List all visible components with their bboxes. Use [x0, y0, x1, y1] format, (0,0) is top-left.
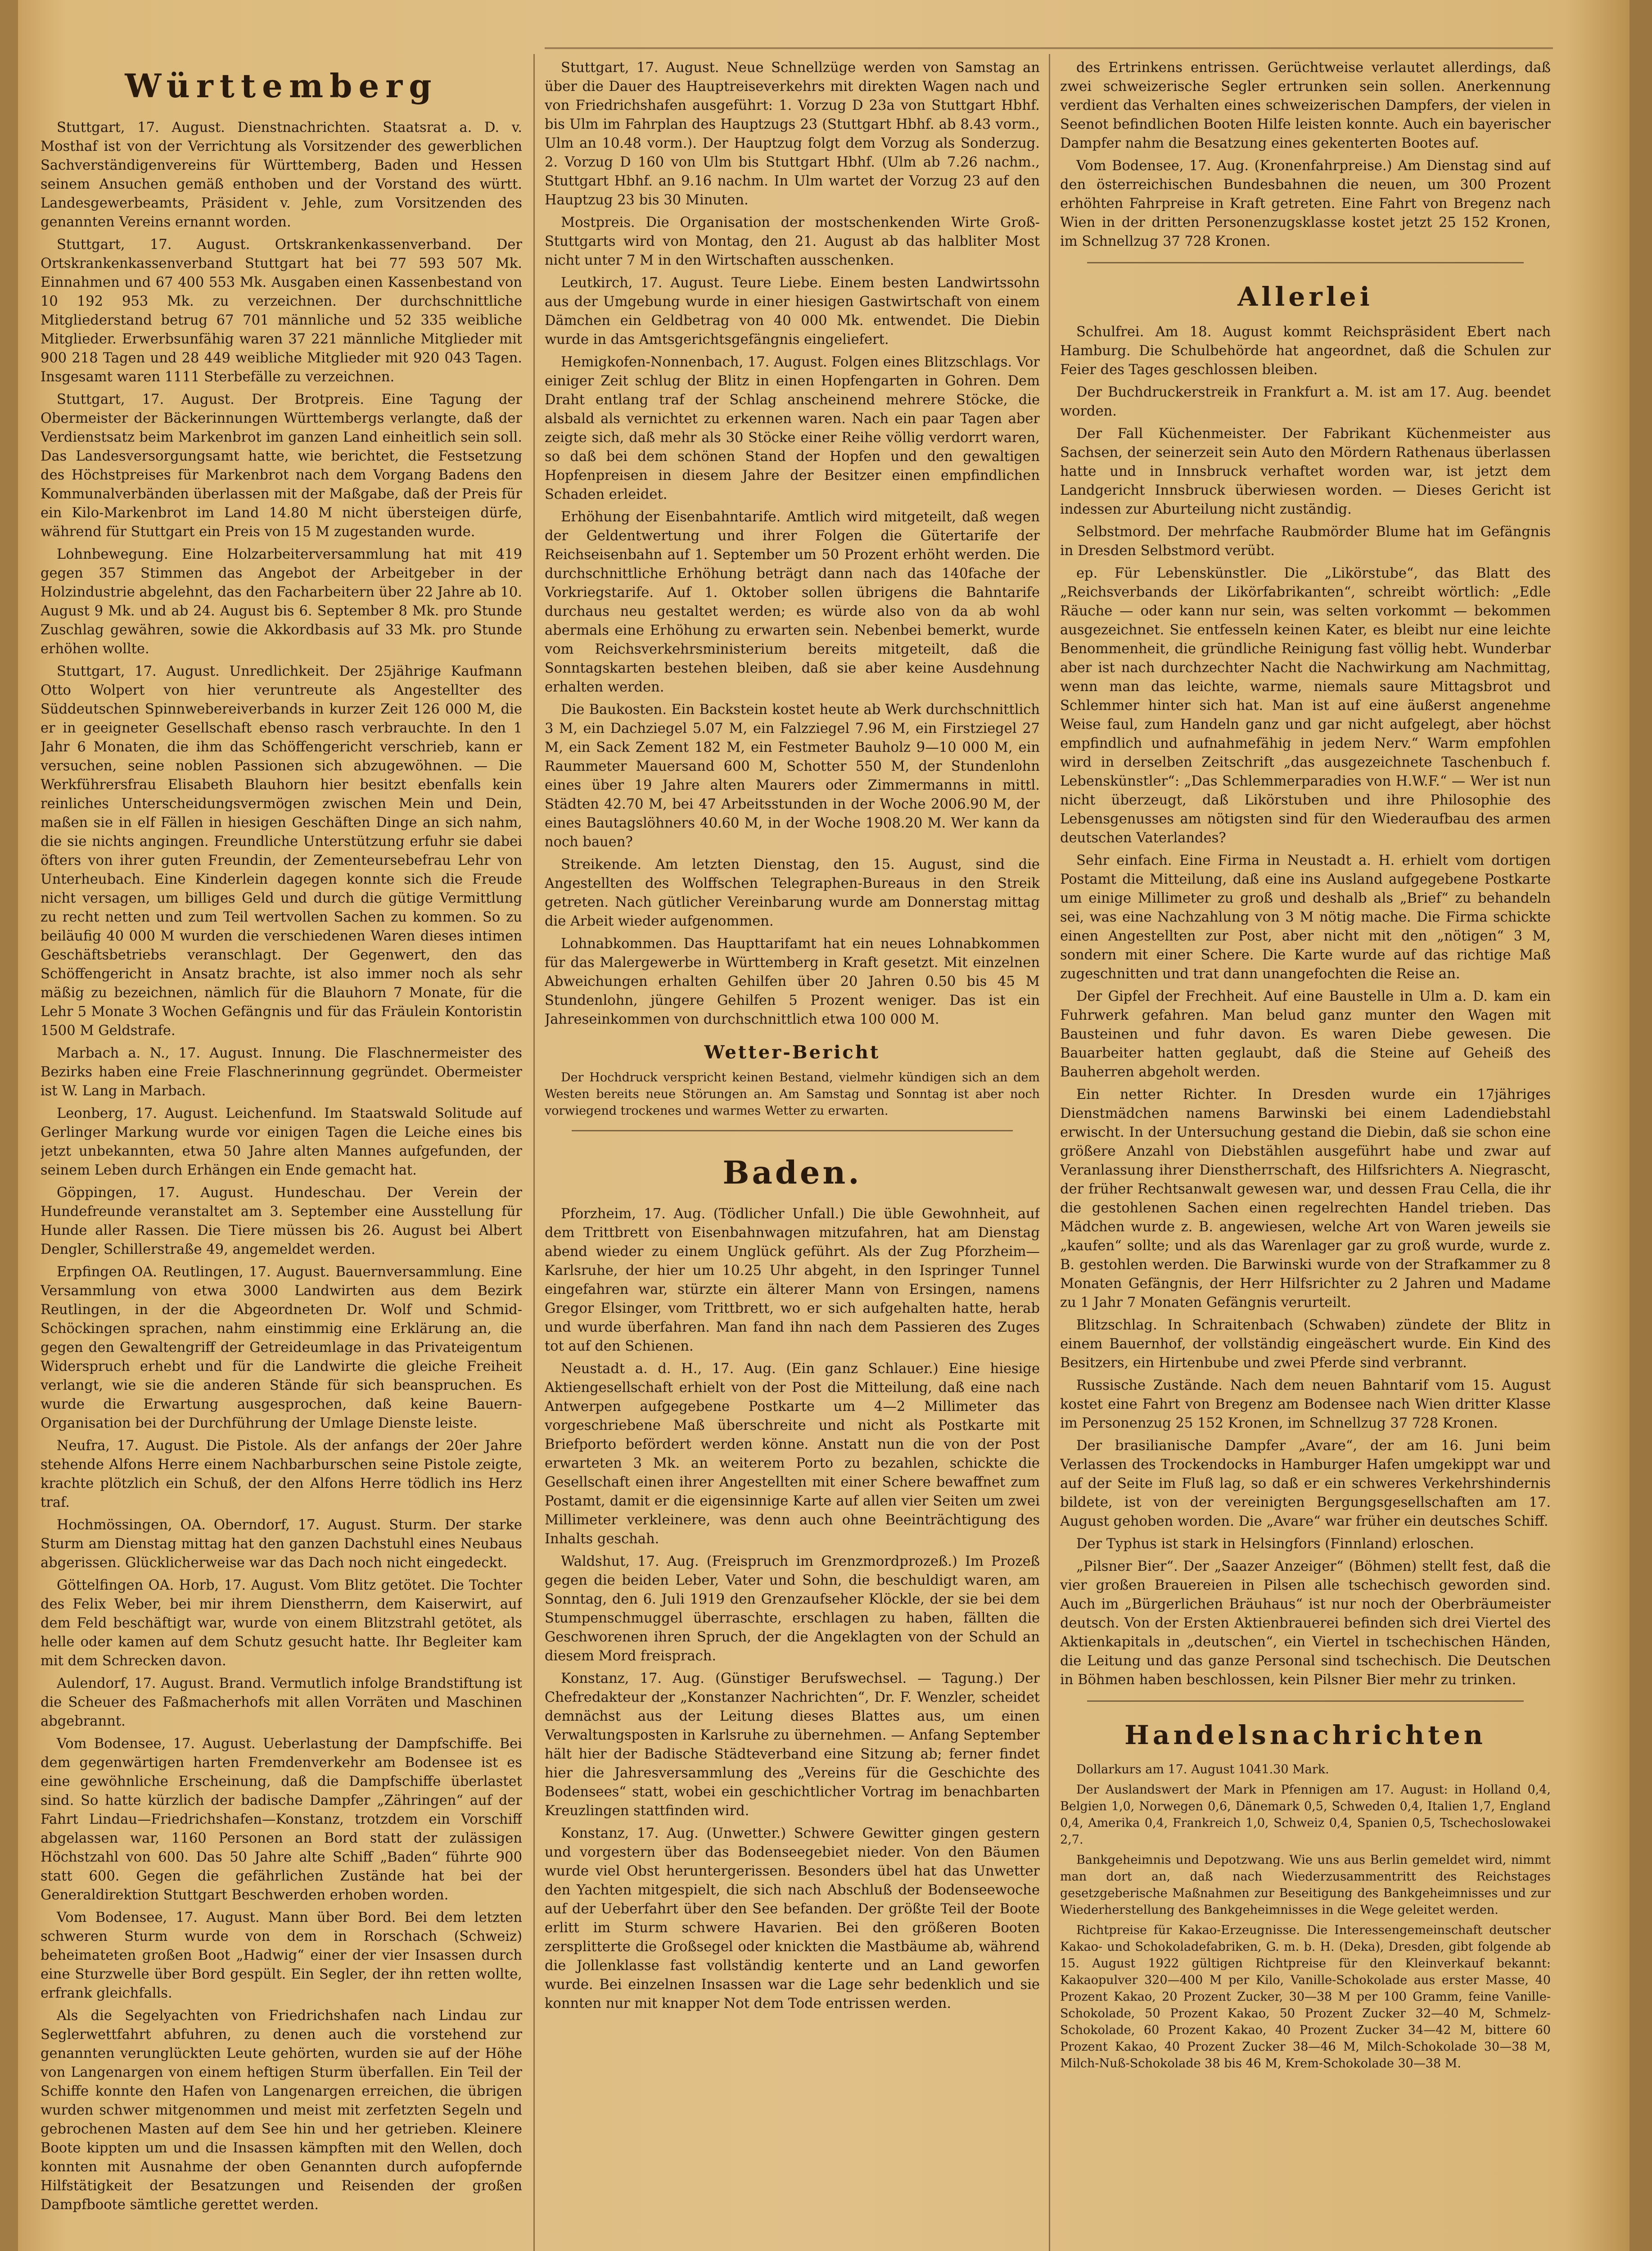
- news-article: Vom Bodensee, 17. Aug. (Kronenfahrpreise.) Am Dienstag sind auf den österreichischen Bundesbahnen die neuen, um 300 Prozent erhöhten Fahrpreise in Kraft getreten. Eine Fahrt von Bregenz nach Wien in der dritten Personenzugsklasse kostet jetzt 25 152 Kronen, im Schnellzug 37 728 Kronen.: [1060, 158, 1551, 249]
- article-list: [1060, 59, 1551, 251]
- news-article: Pforzheim, 17. Aug. (Tödlicher Unfall.) Die üble Gewohnheit, auf dem Trittbrett von Eisenbahnwagen mitzufahren, hat am Dienstag abend wieder zu einem Unglück geführt. Als der Zug Pforzheim—Karlsruhe, der hier um 10.25 Uhr abgeht, in den Ispringer Tunnel eingefahren war, stürzte ein älterer Mann von Ersingen, namens Gregor Elsinger, vom Trittbrett, wo er sich aufgehalten hatte, herab und wurde überfahren. Man fand ihn nach dem Passieren des Zuges tot auf den Schienen.: [545, 1206, 1040, 1354]
- news-article: ep. Für Lebenskünstler. Die „Likörstube“, das Blatt des „Reichsverbands der Likörfabrikanten“, schreibt wörtlich: „Edle Räuche — oder kann nur sein, was selten vorkommt — bekommen ausgezeichnet. Sie entfesseln keinen Kater, es bleibt nur eine leichte Benommenheit, die gründliche Reinigung fast völlig hebt. Wunderbar aber ist nach durchzechter Nacht die Nachwirkung am Nachmittag, wenn man das leichte, warme, niemals saure Mittagsbrot und Schlemmer hinter sich hat. Man ist auf eine äußerst angenehme Weise faul, zum Handeln ganz und gar nicht aufgelegt, aber höchst empfindlich und aufnahmefähig in jedem Nerv.“ Warm empfohlen wird in derselben Zeitschrift „das ausgezeichnete Taschenbuch f. Lebenskünstler“: „Das Schlemmerparadies von H.W.F.“ — Wer ist nun nicht überzeugt, daß Likörstuben und ihre Philosophie des Lebensgenusses am nötigsten sind für den Wiederaufbau des armen deutschen Vaterlandes?: [1060, 565, 1551, 846]
- news-article: Bankgeheimnis und Depotzwang. Wie uns aus Berlin gemeldet wird, nimmt man dort an, daß nach Wiederzusammentritt des Reichstages gesetzgeberische Maßnahmen zur Beseitigung des Bankgeheimnisses und zur Wiederherstellung des Bankgeheimnisses in die Wege geleitet werden.: [1060, 1853, 1551, 1917]
- news-article: „Pilsner Bier“. Der „Saazer Anzeiger“ (Böhmen) stellt fest, daß die vier großen Brauereien in Pilsen alle tschechisch geworden sind. Auch im „Bürgerlichen Bräuhaus“ ist nur noch der Oberbräumeister deutsch. Von der Ersten Aktienbrauerei befinden sich drei Viertel des Aktienkapitals in „deutschen“, ein Viertel in tschechischen Händen, die Leitung und das ganze Personal sind tschechisch. Die Deutschen in Böhmen haben beschlossen, kein Pilsner Bier mehr zu trinken.: [1060, 1559, 1551, 1688]
- news-article: Selbstmord. Der mehrfache Raubmörder Blume hat im Gefängnis in Dresden Selbstmord verübt.: [1060, 524, 1551, 559]
- section-title-allerlei: Allerlei: [1237, 281, 1373, 312]
- divider: [572, 1130, 1013, 1131]
- news-article: Leutkirch, 17. August. Teure Liebe. Einem besten Landwirtssohn aus der Umgebung wurde in einer hiesigen Gastwirtschaft von einem Dämchen ein Geldbetrag von 40 000 Mk. entwendet. Die Diebin wurde in das Amtsgerichtsgefängnis eingeliefert.: [545, 275, 1040, 348]
- news-article: Lohnabkommen. Das Haupttarifamt hat ein neues Lohnabkommen für das Malergewerbe in Württemberg in Kraft gesetzt. Mit einzelnen Abweichungen erhalten Gehilfen über 20 Jahren 0.50 bis 45 M Stundenlohn, jüngere Gehilfen 5 Prozent weniger. Das ist ein Jahreseinkommen von durchschnittlich etwa 100 000 M.: [545, 936, 1040, 1027]
- column-wuerttemberg: [41, 59, 522, 2251]
- section-title-baden: Baden.: [722, 1154, 862, 1191]
- article-list: [41, 118, 522, 2215]
- news-article: Hochmössingen, OA. Oberndorf, 17. August. Sturm. Der starke Sturm am Dienstag mittag hat den ganzen Dachstuhl eines Neubaus abgerissen. Glücklicherweise war das Dach noch nicht eingedeckt.: [41, 1517, 522, 1571]
- news-article: Konstanz, 17. Aug. (Günstiger Berufswechsel. — Tagung.) Der Chefredakteur der „Konstanzer Nachrichten“, Dr. F. Wenzler, scheidet demnächst aus der Leitung dieses Blattes aus, um einen Verwaltungsposten in Karlsruhe zu übernehmen. — Anfang September hält hier der Badische Städteverband eine Sitzung ab; ferner findet hier die Jahresversammlung des „Vereins für die Geschichte des Bodensees“ statt, wobei ein geschichtlicher Vortrag im benachbarten Kreuzlingen stattfinden wird.: [545, 1671, 1040, 1819]
- news-article: Schulfrei. Am 18. August kommt Reichspräsident Ebert nach Hamburg. Die Schulbehörde hat angeordnet, daß die Schulen zur Feier des Tages geschlossen bleiben.: [1060, 324, 1551, 378]
- news-article: Sehr einfach. Eine Firma in Neustadt a. H. erhielt vom dortigen Postamt die Mitteilung, daß eine ins Ausland aufgegebene Postkarte um einige Millimeter zu groß und deshalb als „Brief“ zu behandeln sei, was eine Nachzahlung von 3 M nötig mache. Die Firma schickte einen Angestellten zur Post, aber nicht mit den „nötigen“ 3 M, sondern mit einer Schere. Die Karte wurde auf das richtige Maß zugeschnitten und trat dann unangefochten die Reise an.: [1060, 853, 1551, 982]
- news-article: Neufra, 17. August. Die Pistole. Als der anfangs der 20er Jahre stehende Alfons Herre einem Nachbarburschen seine Pistole zeigte, krachte plötzlich ein Schuß, der den Alfons Herre tödlich ins Herz traf.: [41, 1438, 522, 1510]
- news-article: Göppingen, 17. August. Hundeschau. Der Verein der Hundefreunde veranstaltet am 3. September eine Ausstellung für Hunde aller Rassen. Die Tiere müssen bis 26. August bei Albert Dengler, Schillerstraße 49, angemeldet werden.: [41, 1185, 522, 1257]
- news-article: Göttelfingen OA. Horb, 17. August. Vom Blitz getötet. Die Tochter des Felix Weber, bei mir ihrem Dienstherrn, dem Kaiserwirt, auf dem Feld beschäftigt war, wurde von einem Blitzstrahl getötet, als helle oder kamen auf dem Schutz gesucht hatte. Ihr Begleiter kam mit dem Schrecken davon.: [41, 1578, 522, 1669]
- news-article: Waldshut, 17. Aug. (Freispruch im Grenzmordprozeß.) Im Prozeß gegen die beiden Leber, Vater und Sohn, die beschuldigt waren, am Sonntag, den 6. Juli 1919 den Grenzaufseher Klöckle, der sie bei dem Stumpenschmuggel überraschte, erschlagen zu haben, fällten die Geschworenen ihren Spruch, der die Angeklagten von der Schuld an diesem Mord freisprach.: [545, 1554, 1040, 1664]
- news-article: Der Auslandswert der Mark in Pfennigen am 17. August: in Holland 0,4, Belgien 1,0, Norwegen 0,6, Dänemark 0,5, Schweden 0,4, Italien 1,7, England 0,4, Amerika 0,4, Frankreich 1,0, Schweiz 0,4, Spanien 0,5, Tschechoslowakei 2,7.: [1060, 1783, 1551, 1847]
- section-title-wuerttemberg: Württemberg: [125, 67, 438, 105]
- news-article: Mostpreis. Die Organisation der mostschenkenden Wirte Groß-Stuttgarts wird von Montag, den 21. August ab das halbliter Most nicht unter 7 M in den Wirtschaften ausschenken.: [545, 215, 1040, 268]
- news-article: Als die Segelyachten von Friedrichshafen nach Lindau zur Seglerwettfahrt abfuhren, zu denen auch die vorstehend zur genannten verunglückten Leute gehörten, wurden sie auf der Höhe von Langenargen von einem heftigen Sturm überfallen. Ein Teil der Schiffe konnte den Hafen von Langenargen erreichen, die übrigen wurden schwer mitgenommen und meist mit zerfetzten Segeln und gebrochenen Masten auf dem See hin und her getrieben. Kleinere Boote kippten um und die Insassen kämpften mit den Wellen, doch konnten mit Ausnahme der oben Genannten durch aufopfernde Hilfstätigkeit der Besatzungen und Reisenden der großen Dampfboote sämtliche gerettet werden.: [41, 2008, 522, 2213]
- news-article: Vom Bodensee, 17. August. Mann über Bord. Bei dem letzten schweren Sturm wurde von dem in Rorschach (Schweiz) beheimateten großen Boot „Hadwig“ einer der vier Insassen durch eine Sturzwelle über Bord gespült. Ein Segler, der ihn retten wollte, erfrank gleichfalls.: [41, 1910, 522, 2001]
- news-article: Stuttgart, 17. August. Dienstnachrichten. Staatsrat a. D. v. Mosthaf ist von der Verrichtung als Vorsitzender des gewerblichen Sachverständigenvereins für Württemberg, Baden und Hessen seinem Ansuchen gemäß enthoben und der Vorstand des württ. Landesgewerbeamts, Präsident v. Jehle, zum Vorsitzenden des genannten Vereins ernannt worden.: [41, 120, 522, 230]
- news-article: Ein netter Richter. In Dresden wurde ein 17jähriges Dienstmädchen namens Barwinski bei einem Ladendiebstahl erwischt. In der Untersuchung gestand die Diebin, daß sie schon eine größere Anzahl von Diebstählen ausgeführt habe und zwar auf Veranlassung ihrer Dienstherrschaft, des Hilfsrichters A. Niegrascht, der früher Rechtsanwalt gewesen war, und dessen Frau Cella, die ihr die gestohlenen Sachen einen regelrechten Handel trieben. Das Mädchen wurde z. B. angewiesen, welche Art von Waren jeweils sie „kaufen“ sollte; und als das Warenlager gar zu groß wurde, wurde z. B. gestohlen werden. Die Barwinski wurde von der Strafkammer zu 8 Monaten Gefängnis, der Herr Hilfsrichter zu 2 Jahren und Madame zu 1 Jahr 7 Monaten Gefängnis verurteilt.: [1060, 1087, 1551, 1311]
- news-article: Stuttgart, 17. August. Unredlichkeit. Der 25jährige Kaufmann Otto Wolpert von hier veruntreute als Angestellter des Süddeutschen Spinnwebereiverbands in kurzer Zeit 126 000 M, die er in geeigneter Gesellschaft ebenso rasch verbrauchte. In den 1 Jahr 6 Monaten, die ihm das Schöffengericht verschrieb, kann er versuchen, seine noblen Passionen sich abzugewöhnen. — Die Werkführersfrau Elisabeth Blauhorn hier besitzt ebenfalls kein reinliches Unterscheidungsvermögen zwischen Mein und Dein, maßen sie in elf Fällen in hiesigen Geschäften Dinge an sich nahm, die sie nichts angingen. Freundliche Unterstützung erfuhr sie dabei öfters von ihrer guten Freundin, der Zementeursebefrau Lehr von Unterheubach. Eine Kinderlein dagegen konnte sich die Freude nicht versagen, um billiges Geld und durch die gütige Vermittlung zu recht netten und zum Teil wertvollen Sachen zu kommen. So zu beiläufig 40 000 M wurden die verschiedenen Waren dieses intimen Geschäftsbetriebs veranschlagt. Der Gegenwert, den das Schöffengericht in Ansatz brachte, ist also immer noch als sehr mäßig zu bezeichnen, nämlich für die Blauhorn 7 Monate, für die Lehr 5 Monate 3 Wochen Gefängnis und für das Fräulein Kontoristin 1500 M Geldstrafe.: [41, 664, 522, 1039]
- page-edge-left: [0, 0, 18, 2251]
- article-list: [1060, 323, 1551, 1690]
- news-article: Richtpreise für Kakao-Erzeugnisse. Die Interessengemeinschaft deutscher Kakao- und Schokoladefabriken, G. m. b. H. (Deka), Dresden, gibt folgende ab 15. August 1922 gültigen Richtpreise für den Kleinverkauf bekannt: Kakaopulver 320—400 M per Kilo, Vanille-Schokolade aus erster Masse, 40 Prozent Kakao, 20 Prozent Zucker, 30—38 M per 100 Gramm, feine Vanille-Schokolade, 50 Prozent Kakao, 50 Prozent Zucker 32—40 M, Schmelz-Schokolade, 60 Prozent Kakao, 40 Prozent Zucker 34—42 M, bittere 60 Prozent Kakao, 40 Prozent Zucker 38—46 M, Milch-Schokolade 30—38 M, Milch-Nuß-Schokolade 38 bis 46 M, Krem-Schokolade 30—38 M.: [1060, 1923, 1551, 2070]
- news-article: Der Gipfel der Frechheit. Auf eine Baustelle in Ulm a. D. kam ein Fuhrwerk gefahren. Man belud ganz munter den Wagen mit Bausteinen und fuhr davon. Es waren Diebe gewesen. Die Bauarbeiter hatten geglaubt, daß die Steine auf Geheiß des Bauherren abgeholt werden.: [1060, 989, 1551, 1080]
- news-article: Erpfingen OA. Reutlingen, 17. August. Bauernversammlung. Eine Versammlung von etwa 3000 Landwirten aus dem Bezirk Reutlingen, in der die Abgeordneten Dr. Wolf und Schmid-Schöckingen sprachen, nahm einstimmig eine Erklärung an, die gegen den Gewaltengriff der Getreideumlage in das Privateigentum Widerspruch erhebt und für die Landwirte die gleiche Freiheit verlangt, wie sie die anderen Stände für sich beanspruchen. Es wurde die Erwartung ausgesprochen, daß keine Bauern-Organisation bei der Durchführung der Umlage Dienste leiste.: [41, 1264, 522, 1431]
- news-article: des Ertrinkens entrissen. Gerüchtweise verlautet allerdings, daß zwei schweizerische Segler ertrunken sein sollen. Anerkennung verdient das Verhalten eines schweizerischen Dampfers, der vielen in Seenot befindlichen Booten Hilfe leisten konnte. Auch ein bayerischer Dampfer nahm die Besatzung eines gekenterten Bootes auf.: [1060, 60, 1551, 151]
- column-middle: [545, 59, 1040, 2251]
- news-article: Lohnbewegung. Eine Holzarbeiterversammlung hat mit 419 gegen 357 Stimmen das Angebot der Arbeitgeber in der Holzindustrie abgelehnt, das den Facharbeitern über 22 Jahre ab 10. August 9 Mk. und ab 24. August bis 6. September 8 Mk. pro Stunde Zuschlag gewähren, sowie die Akkordbasis auf 33 Mk. pro Stunde erhöhen wollte.: [41, 547, 522, 657]
- news-article: Russische Zustände. Nach dem neuen Bahntarif vom 15. August kostet eine Fahrt von Bregenz am Bodensee nach Wien dritter Klasse im Personenzug 25 152 Kronen, im Schnellzug 37 728 Kronen.: [1060, 1378, 1551, 1431]
- top-rule: [545, 47, 1553, 49]
- article-list: [545, 1205, 1040, 2013]
- news-article: Stuttgart, 17. August. Der Brotpreis. Eine Tagung der Obermeister der Bäckerinnungen Württembergs verlangte, daß der Verdienstsatz beim Markenbrot im ganzen Land einheitlich sein soll. Das Landesversorgungsamt hatte, wie berichtet, die Festsetzung des Höchstpreises für Markenbrot nach dem Vorgang Badens den Kommunalverbänden überlassen mit der Maßgabe, daß der Preis für ein Kilo-Markenbrot im Land 14.80 M nicht übersteigen dürfe, während für Stuttgart ein Preis von 15 M zugestanden wurde.: [41, 392, 522, 540]
- weather-title: Wetter-Bericht: [704, 1042, 880, 1063]
- weather-report: Der Hochdruck verspricht keinen Bestand, vielmehr kündigen sich an dem Westen bereits neue Störungen an. Am Samstag und Sonntag ist aber noch vorwiegend trockenes und warmes Wetter zu erwarten.: [545, 1071, 1040, 1118]
- news-article: Die Baukosten. Ein Backstein kostet heute ab Werk durchschnittlich 3 M, ein Dachziegel 5.07 M, ein Falzziegel 7.96 M, ein Firstziegel 27 M, ein Sack Zement 182 M, ein Festmeter Bauholz 9—10 000 M, ein Raummeter Mauersand 600 M, Schotter 550 M, der Stundenlohn eines über 19 Jahre alten Maurers oder Zimmermanns in mittl. Städten 42.70 M, bei 47 Arbeitsstunden in der Woche 2006.90 M, der eines Bautagslöhners 40.60 M, in der Woche 1908.20 M. Wer kann da noch bauen?: [545, 702, 1040, 850]
- news-article: Der brasilianische Dampfer „Avare“, der am 16. Juni beim Verlassen des Trockendocks in Hamburger Hafen umgekippt war und auf der Seite im Fluß lag, so daß er ein schweres Verkehrshindernis bildete, ist von der vereinigten Bergungsgesellschaften am 17. August gehoben worden. Die „Avare“ war früher ein deutsches Schiff.: [1060, 1438, 1551, 1529]
- article-list: [1060, 1761, 1551, 2072]
- news-article: Streikende. Am letzten Dienstag, den 15. August, sind die Angestellten des Wolffschen Telegraphen-Bureaus in den Streik getreten. Nach gütlicher Vereinbarung wurde am Donnerstag mittag die Arbeit wieder aufgenommen.: [545, 857, 1040, 929]
- column-rule-1: [533, 54, 535, 2251]
- divider: [1087, 1700, 1524, 1702]
- news-article: Der Fall Küchenmeister. Der Fabrikant Küchenmeister aus Sachsen, der seinerzeit sein Auto den Mördern Rathenaus überlassen hatte und in Innsbruck verhaftet worden war, ist jetzt dem Landgericht Innsbruck überwiesen worden. — Dieses Gericht ist indessen zur Aburteilung nicht zuständig.: [1060, 426, 1551, 517]
- news-article: Der Typhus ist stark in Helsingfors (Finnland) erloschen.: [1076, 1536, 1474, 1552]
- news-article: Neustadt a. d. H., 17. Aug. (Ein ganz Schlauer.) Eine hiesige Aktiengesellschaft erhielt von der Post die Mitteilung, daß eine nach Antwerpen aufgegebene Postkarte um 4—2 Millimeter das vorgeschriebene Maß überschreite und nicht als Postkarte mit Briefporto befördert werden könne. Anstatt nun die von der Post erwarteten 3 Mk. an weiterem Porto zu bezahlen, schickte die Gesellschaft einen ihrer Angestellten mit einer Schere bewaffnet zum Postamt, damit er die eigensinnige Karte auf allen vier Seiten um zwei Millimeter verkleinere, was denn auch ohne Beeinträchtigung des Inhalts geschah.: [545, 1361, 1040, 1547]
- news-article: Dollarkurs am 17. August 1041.30 Mark.: [1076, 1763, 1329, 1776]
- column-right: [1060, 59, 1551, 2251]
- column-rule-2: [1049, 54, 1050, 2251]
- section-title-handelsnachrichten: Handelsnachrichten: [1124, 1720, 1486, 1750]
- news-article: Stuttgart, 17. August. Neue Schnellzüge werden von Samstag an über die Dauer des Hauptreiseverkehrs mit direkten Wagen nach und von Friedrichshafen ausgeführt: 1. Vorzug D 23a von Stuttgart Hbhf. bis Ulm im Fahrplan des Hauptzugs 23 (Stuttgart Hbhf. ab 8.43 vorm., Ulm an 10.48 vorm.). Der Hauptzug folgt dem Vorzug als Sonderzug. 2. Vorzug D 160 von Ulm bis Stuttgart Hbhf. (Ulm ab 7.26 nachm., Stuttgart Hbhf. an 9.16 nachm. In Ulm wartet der Vorzug 23 auf den Hauptzug 23 bis 30 Minuten.: [545, 60, 1040, 208]
- news-article: Erhöhung der Eisenbahntarife. Amtlich wird mitgeteilt, daß wegen der Geldentwertung und ihrer Folgen die Gütertarife der Reichseisenbahn auf 1. September um 50 Prozent erhöht werden. Die durchschnittliche Erhöhung beträgt dann nach das 140fache der Vorkriegstarife. Auf 1. Oktober sollen übrigens die Bahntarife durchaus neu gestaltet werden; es würde also von da ab wohl abermals eine Erhöhung zu erwarten sein. Nebenbei bemerkt, wurde vom Reichsverkehrsministerium bereits mitgeteilt, daß die Sonntagskarten bestehen bleiben, daß sie aber keine Ausdehnung erhalten werden.: [545, 509, 1040, 695]
- news-article: Der Buchdruckerstreik in Frankfurt a. M. ist am 17. Aug. beendet worden.: [1060, 384, 1551, 419]
- article-list: [545, 59, 1040, 1029]
- news-article: Stuttgart, 17. August. Ortskrankenkassenverband. Der Ortskrankenkassenverband Stuttgart hat bei 77 593 507 Mk. Einnahmen und 67 400 553 Mk. Ausgaben einen Kassenbestand von 10 192 953 Mk. zu verzeichnen. Der durchschnittliche Mitgliederstand betrug 67 701 männliche und 52 335 weibliche Mitglieder. Erwerbsunfähig waren 37 221 männliche Mitglieder mit 900 218 Tagen und 28 449 weibliche Mitglieder mit 920 043 Tagen. Insgesamt waren 1111 Sterbefälle zu verzeichnen.: [41, 237, 522, 385]
- news-article: Leonberg, 17. August. Leichenfund. Im Staatswald Solitude auf Gerlinger Markung wurde vor einigen Tagen die Leiche eines bis jetzt unbekannten, etwa 50 Jahre alten Mannes aufgefunden, der seinem Leben durch Erhängen ein Ende gemacht hat.: [41, 1106, 522, 1178]
- news-article: Konstanz, 17. Aug. (Unwetter.) Schwere Gewitter gingen gestern und vorgestern über das Bodenseegebiet nieder. Von den Bäumen wurde viel Obst heruntergerissen. Besonders übel hat das Unwetter den Yachten mitgespielt, die sich nach Abschluß der Bodenseewoche auf der Ueberfahrt über den See befanden. Der größte Teil der Boote erlitt im Sturm schwere Havarien. Bei den größeren Booten zersplitterte die Großsegel oder knickten die Mastbäume ab, während die Jollenklasse fast vollständig kenterte und an Land geworfen wurde. Bei einzelnen Insassen war die Lage sehr bedenklich und sie konnten nur mit knapper Not dem Tode entrissen werden.: [545, 1826, 1040, 2011]
- news-article: Hemigkofen-Nonnenbach, 17. August. Folgen eines Blitzschlags. Vor einiger Zeit schlug der Blitz in einen Hopfengarten in Gohren. Dem Draht entlang traf der Schlag anscheinend mehrere Stöcke, die alsbald als vernichtet zu erkennen waren. Nach ein paar Tagen aber zeigte sich, daß mehr als 30 Stöcke einer Reihe völlig verdorrt waren, so daß bei dem schönen Stand der Hopfen und den gewaltigen Hopfenpreisen in diesem Jahre der Besitzer einen empfindlichen Schaden erleidet.: [545, 354, 1040, 502]
- divider: [1087, 262, 1524, 263]
- news-article: Blitzschlag. In Schraitenbach (Schwaben) zündete der Blitz in einem Bauernhof, der vollständig eingeäschert wurde. Ein Kind des Besitzers, ein Hirtenbube und zwei Pferde sind verbrannt.: [1060, 1317, 1551, 1371]
- page-edge-right: [1629, 0, 1652, 2251]
- news-article: Aulendorf, 17. August. Brand. Vermutlich infolge Brandstiftung ist die Scheuer des Faßmacherhofs mit allen Vorräten und Maschinen abgebrannt.: [41, 1676, 522, 1729]
- news-article: Marbach a. N., 17. August. Innung. Die Flaschnermeister des Bezirks haben eine Freie Flaschnerinnung gegründet. Obermeister ist W. Lang in Marbach.: [41, 1045, 522, 1099]
- news-article: Vom Bodensee, 17. August. Ueberlastung der Dampfschiffe. Bei dem gegenwärtigen harten Fremdenverkehr am Bodensee ist es eine gewöhnliche Erscheinung, daß die Dampfschiffe überlastet sind. So hatte kürzlich der badische Dampfer „Zähringen“ auf der Fahrt Lindau—Friedrichshafen—Konstanz, trotzdem ein Vorschiff abgelassen war, 1160 Personen an Bord statt der zulässigen Höchstzahl von 600. Das 50 Jahre alte Schiff „Baden“ führte 900 statt 600. Gegen die gefährlichen Zustände hat bei der Generaldirektion Stuttgart Beschwerden erhoben worden.: [41, 1736, 522, 1903]
